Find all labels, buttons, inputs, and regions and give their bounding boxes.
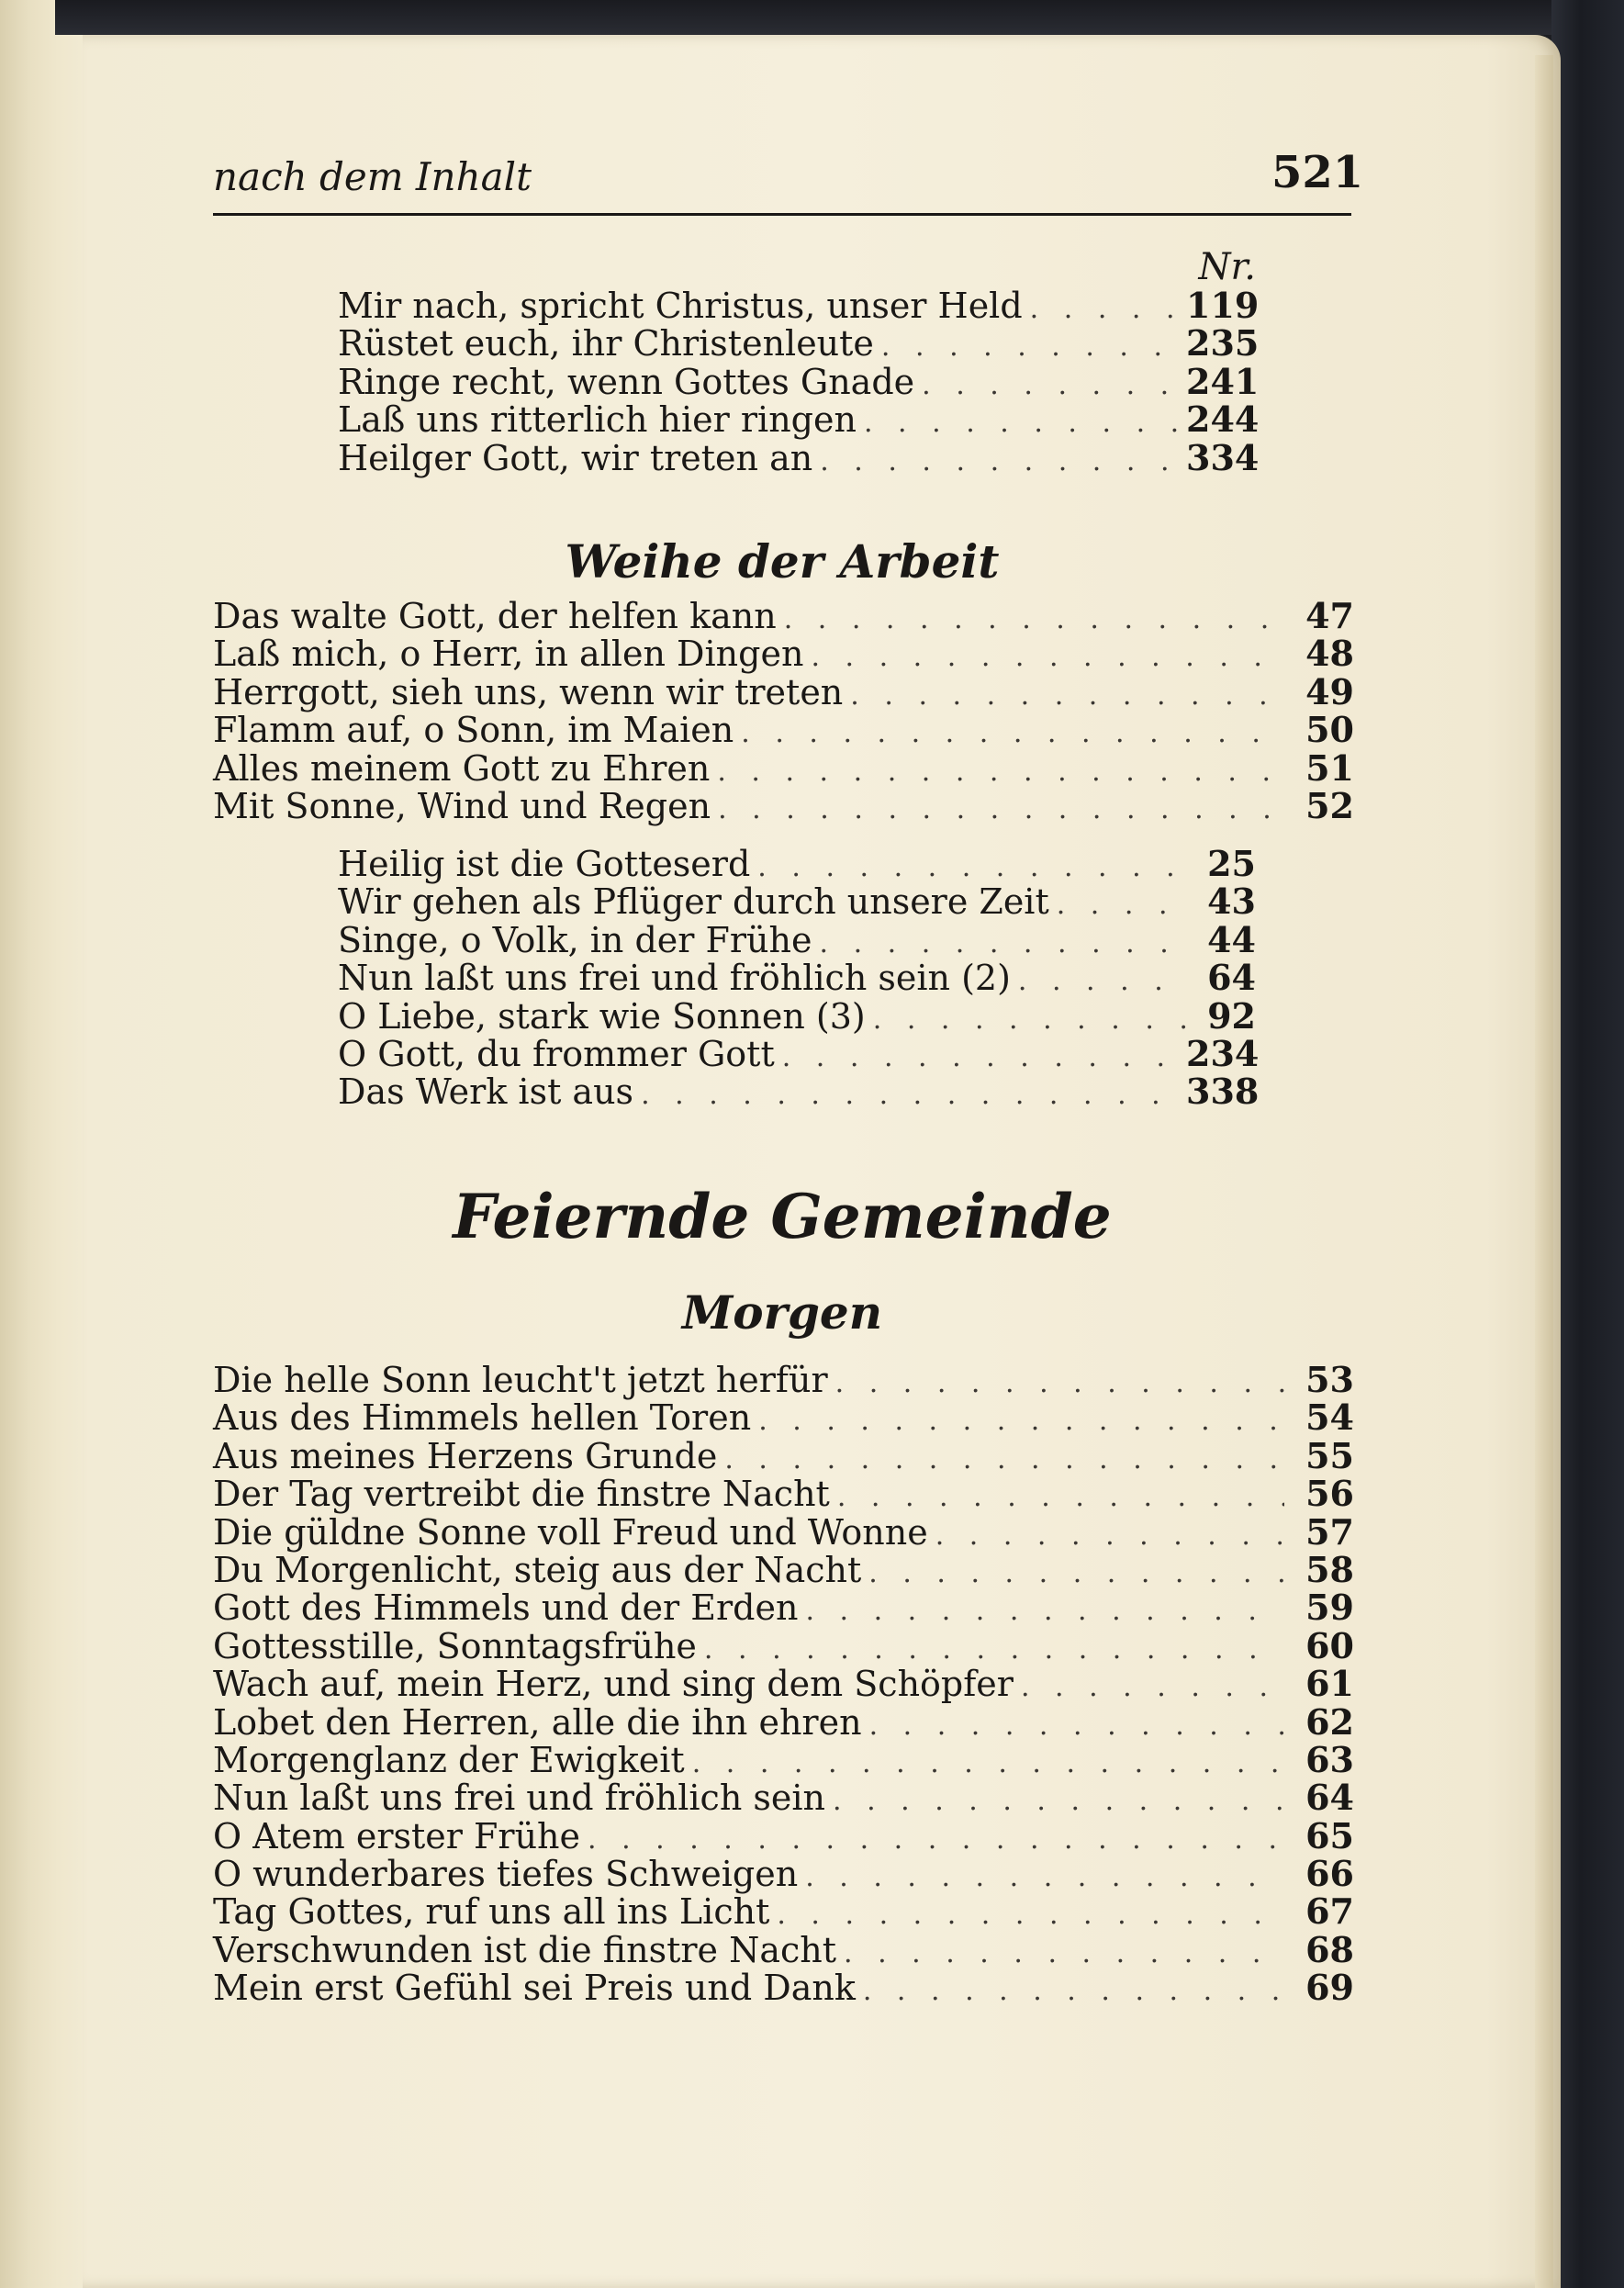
- list-item: Du Morgenlicht, steig aus der Nacht . . . 58: [213, 1549, 1354, 1587]
- list-item: Das walte Gott, der helfen kann . . . 47: [213, 595, 1354, 633]
- list-item: Alles meinem Gott zu Ehren . . . 51: [213, 747, 1354, 785]
- list-item: Die güldne Sonne voll Freud und Wonne . . . 57: [213, 1511, 1354, 1549]
- list-item: Der Tag vertreibt die finstre Nacht . . . 56: [213, 1473, 1354, 1510]
- header-rule: [213, 213, 1351, 216]
- weihe-sub-list: [338, 843, 1260, 1113]
- continued-list: [338, 285, 1260, 478]
- list-item: Laß uns ritterlich hier ringen . . . 244: [338, 398, 1256, 436]
- list-item: Laß mich, o Herr, in allen Dingen . . . 48: [213, 633, 1354, 670]
- list-item: Singe, o Volk, in der Frühe . . . 44: [338, 919, 1256, 957]
- list-item: Wach auf, mein Herz, und sing dem Schöpfer . . . 61: [213, 1663, 1354, 1700]
- list-item: O wunderbares tiefes Schweigen . . . 66: [213, 1853, 1354, 1890]
- section-heading-feiernde: Feiernde Gemeinde: [453, 1181, 1112, 1252]
- list-item: Heilig ist die Gotteserd . . . 25: [338, 843, 1256, 880]
- weihe-list: [213, 595, 1354, 826]
- section-heading-weihe: Weihe der Arbeit: [565, 534, 1000, 589]
- list-item: Nun laßt uns frei und fröhlich sein . . . 64: [213, 1777, 1354, 1814]
- list-item: Wir gehen als Pflüger durch unsere Zeit . . . 43: [338, 880, 1256, 918]
- list-item: Das Werk ist aus . . . 338: [338, 1071, 1256, 1108]
- list-item: Lobet den Herren, alle die ihn ehren . . . 62: [213, 1701, 1354, 1739]
- list-item: O Atem erster Frühe . . . 65: [213, 1815, 1354, 1853]
- list-item: O Gott, du frommer Gott . . . 234: [338, 1033, 1256, 1071]
- list-item: Herrgott, sieh uns, wenn wir treten . . . 49: [213, 671, 1354, 709]
- list-item: Morgenglanz der Ewigkeit . . . 63: [213, 1739, 1354, 1777]
- list-item: Ringe recht, wenn Gottes Gnade . . . 241: [338, 361, 1256, 398]
- list-item: Aus meines Herzens Grunde . . . 55: [213, 1435, 1354, 1473]
- list-item: Mit Sonne, Wind und Regen . . . 52: [213, 785, 1354, 823]
- page-number: 521: [1271, 147, 1364, 198]
- list-item: Mein erst Gefühl sei Preis und Dank . . . 69: [213, 1967, 1354, 2004]
- list-item: Nun laßt uns frei und fröhlich sein (2) . . . 64: [338, 957, 1256, 994]
- list-item: Heilger Gott, wir treten an . . . 334: [338, 437, 1256, 475]
- list-item: O Liebe, stark wie Sonnen (3) . . . 92: [338, 995, 1256, 1033]
- list-item: Tag Gottes, ruf uns all ins Licht . . . 67: [213, 1890, 1354, 1928]
- list-item: Rüstet euch, ihr Christenleute . . . 235: [338, 322, 1256, 360]
- list-item: Mir nach, spricht Christus, unser Held . . . 119: [338, 285, 1256, 322]
- nr-column-label: Nr.: [1198, 246, 1256, 288]
- running-header: nach dem Inhalt: [213, 154, 532, 199]
- list-item: Gott des Himmels und der Erden . . . 59: [213, 1587, 1354, 1624]
- list-item: Die helle Sonn leucht't jetzt herfür . . . 53: [213, 1359, 1354, 1396]
- subsection-heading-morgen: Morgen: [681, 1285, 883, 1340]
- list-item: Flamm auf, o Sonn, im Maien . . . 50: [213, 709, 1354, 746]
- list-item: Gottesstille, Sonntagsfrühe . . . 60: [213, 1625, 1354, 1663]
- morgen-list: [213, 1359, 1354, 2009]
- list-item: Aus des Himmels hellen Toren . . . 54: [213, 1396, 1354, 1434]
- list-item: Verschwunden ist die finstre Nacht . . . 68: [213, 1929, 1354, 1967]
